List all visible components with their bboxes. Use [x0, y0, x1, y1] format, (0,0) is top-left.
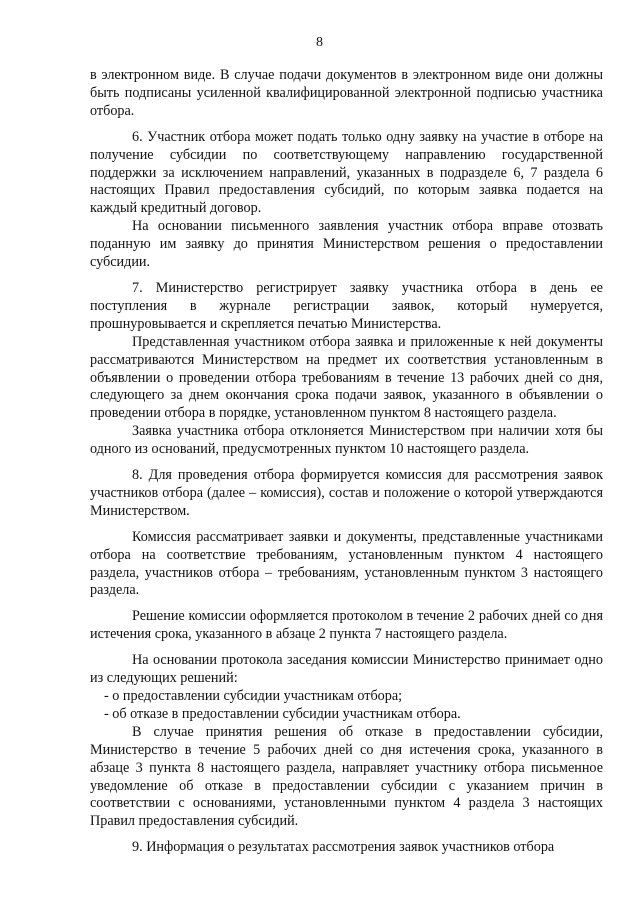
paragraph: 8. Для проведения отбора формируется комиссия для рассмотрения заявок участников отбора (далее – комиссия), состав и положение о которой утверждаются Министерством. — [90, 467, 603, 519]
paragraph: На основании письменного заявления участник отбора вправе отозвать поданную им заявку до принятия Министерством решения о предоставлении субсидии. — [90, 218, 603, 271]
list-item: - о предоставлении субсидии участникам отбора; — [104, 688, 403, 704]
paragraph: В случае принятия решения об отказе в предоставлении субсидии, Министерство в течение 5 рабочих дней со дня истечения срока, указанного в абзаце 3 пункта 8 настоящего раздела, направляет участнику отбора письменное уведомление об отказе в предоставлении субсидии с указанием причин в соответствии с основаниями, установленными пунктом 4 раздела 3 настоящих Правил предоставления субсидий. — [90, 723, 603, 830]
paragraph: 9. Информация о результатах рассмотрения заявок участников отбора — [132, 839, 555, 856]
paragraph: в электронном виде. В случае подачи документов в электронном виде они должны быть подписаны усиленной квалифицированной электронной подписью участника отбора. — [90, 67, 603, 119]
document-body — [90, 67, 603, 857]
paragraph: Комиссия рассматривает заявки и документы, представленные участниками отбора на соответствие требованиям, установленным пунктом 4 настоящего раздела, участников отбора – требованиям, установленным пунктом 3 настоящего раздела. — [90, 528, 603, 599]
paragraph: Решение комиссии оформляется протоколом в течение 2 рабочих дней со дня истечения срока, указанного в абзаце 2 пункта 7 настоящего раздела. — [90, 608, 603, 643]
paragraph: 6. Участник отбора может подать только одну заявку на участие в отборе на получение субсидии по соответствующему направлению государственной поддержки за исключением направлений, указанных в подразделе 6, 7 раздела 6 настоящих Правил предоставления субсидий, по которым заявка подается на каждый кредитный договор. — [90, 128, 603, 217]
paragraph: Представленная участником отбора заявка и приложенные к ней документы рассматриваются Министерством на предмет их соответствия установленным в объявлении о проведении отбора требованиям в течение 13 рабочих дней со дня, следующего за днем окончания срока подачи заявок, указанного в объявлении о проведении отбора в порядке, установленном пунктом 8 настоящего раздела. — [90, 333, 603, 422]
page-number: 8 — [316, 35, 323, 50]
list-item: - об отказе в предоставлении субсидии участникам отбора. — [104, 705, 461, 722]
paragraph: 7. Министерство регистрирует заявку участника отбора в день ее поступления в журнале регистрации заявок, который нумеруется, прошнуровывается и скрепляется печатью Министерства. — [90, 279, 603, 332]
paragraph: На основании протокола заседания комиссии Министерство принимает одно из следующих решений: — [90, 652, 603, 687]
paragraph: Заявка участника отбора отклоняется Министерством при наличии хотя бы одного из оснований, предусмотренных пунктом 10 настоящего раздела. — [90, 423, 603, 458]
